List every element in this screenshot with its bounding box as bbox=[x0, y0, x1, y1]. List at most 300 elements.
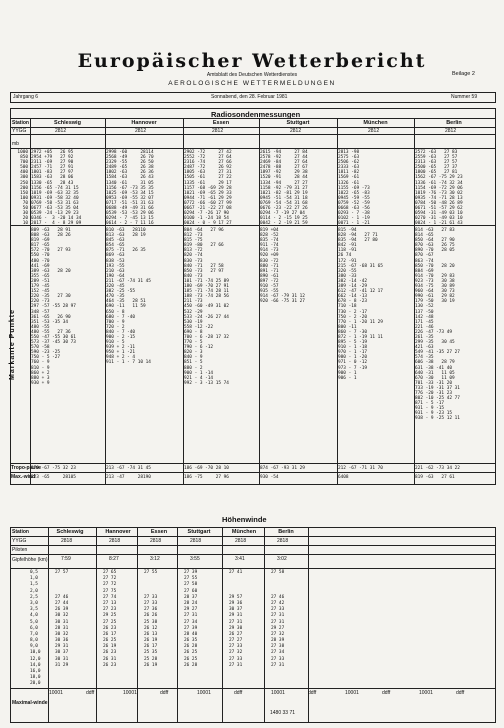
height-level: 8,0 bbox=[30, 638, 38, 644]
divider bbox=[10, 688, 496, 689]
wind-cell: 27 39 bbox=[184, 625, 198, 631]
wind-cell: 29 30 bbox=[229, 625, 243, 631]
table-cell: 810 -63 28110 bbox=[106, 228, 146, 233]
table-cell: 299 -35 30 45 bbox=[415, 340, 455, 346]
table-cell: 361 -65 26 90 bbox=[31, 314, 71, 320]
table-cell: 0594 -31 -49 03 10 bbox=[415, 211, 463, 217]
wind-cell: 27 46 bbox=[55, 594, 69, 600]
table-cell: 348 -57 bbox=[31, 309, 50, 315]
lower-yygg: 2818 bbox=[277, 538, 289, 544]
maxwind-cell: 6408 bbox=[338, 475, 349, 480]
table-cell: 351 -53 -35 34 bbox=[31, 319, 69, 325]
table-cell: 2469 -84 27 64 bbox=[260, 160, 308, 166]
table-cell: 612 -47 -41 12 17 bbox=[338, 289, 383, 295]
table-cell: 0945 -59 -55 bbox=[338, 195, 370, 201]
table-cell: 2972 +05 26 95 bbox=[31, 150, 74, 155]
wind-cell: 29 36 bbox=[229, 600, 243, 606]
wind-cell: 26 25 bbox=[184, 656, 198, 662]
lower-station: Essen bbox=[150, 529, 168, 535]
table-cell: 261 -35 bbox=[415, 334, 434, 340]
gipfel-value: 8:27 bbox=[109, 556, 119, 562]
wind-cell: 29 27 bbox=[184, 607, 198, 613]
table-cell: 890 -70 28 05 bbox=[415, 248, 455, 254]
table-cell: 900 - 2 -15 bbox=[106, 334, 136, 340]
table-cell: 880 + 3 bbox=[31, 375, 50, 381]
table-cell: 910 -57 bbox=[260, 284, 279, 290]
table-cell: 572 -70 27 93 bbox=[31, 248, 71, 254]
divider bbox=[10, 545, 496, 546]
wind-column bbox=[271, 570, 284, 669]
wind-cell: 30 37 bbox=[55, 650, 69, 656]
wind-cell: 26 27 bbox=[229, 631, 243, 637]
table-cell: 678 - 8 -23 bbox=[338, 299, 368, 305]
table-cell: 914 -70 29 83 bbox=[415, 273, 455, 279]
pressure-level: 50 bbox=[22, 206, 28, 212]
jahrgang-label: Jahrgang 6 bbox=[13, 94, 39, 100]
pressure-level: 400 bbox=[20, 170, 28, 176]
pressure-level: 150 bbox=[20, 190, 28, 196]
divider bbox=[222, 527, 223, 722]
table-cell: 470 -35 bbox=[106, 294, 125, 300]
table-cell: 700 - 6 -28 17 32 bbox=[184, 334, 229, 340]
table-cell: 0024 - 0 - 9 17 27 bbox=[184, 221, 232, 227]
table-cell: 2487 -72 26 92 bbox=[184, 165, 232, 171]
table-cell: 872 - 1 -19 11 11 bbox=[338, 334, 383, 340]
station-muenchen: München bbox=[363, 120, 388, 126]
table-cell: 814 -65 bbox=[415, 233, 434, 239]
significant-level-column bbox=[260, 228, 305, 304]
divider bbox=[10, 536, 496, 537]
significant-level-column bbox=[184, 228, 229, 386]
info-bar bbox=[10, 92, 496, 103]
table-cell: 0270 -31 -49 03 10 bbox=[415, 216, 463, 222]
table-cell: 920 -66 -75 31 27 bbox=[260, 299, 305, 305]
table-cell: 289 -51 bbox=[31, 278, 50, 284]
table-cell: 188 -73 -74 28 56 bbox=[184, 294, 229, 300]
divider bbox=[96, 527, 97, 722]
table-cell: 0772 -66 -60 27 99 bbox=[184, 200, 232, 206]
table-cell: 948 + 2 - 4 bbox=[106, 355, 136, 361]
table-cell: 0688 -49 -49 31 66 bbox=[106, 206, 154, 212]
divider bbox=[10, 568, 496, 569]
table-cell: 2578 -92 27 44 bbox=[260, 155, 308, 161]
table-cell: 750 - 2 -20 bbox=[338, 314, 368, 320]
wind-cell: 27 57 bbox=[55, 570, 69, 575]
wind-column bbox=[103, 570, 116, 669]
table-cell: 320 -55 bbox=[338, 268, 357, 274]
yygg-berlin: 2812 bbox=[445, 128, 457, 134]
height-level: 10,0 bbox=[30, 650, 41, 656]
wind-cell: 29 31 bbox=[55, 644, 69, 650]
gipfel-value: 3:55 bbox=[190, 556, 200, 562]
maxwind-cell: 819 -63 27 61 bbox=[415, 475, 455, 480]
table-cell: 1335 -61 29 17 bbox=[184, 180, 232, 186]
table-cell: 650 - 8 bbox=[106, 309, 125, 315]
table-cell: 2552 -72 27 64 bbox=[184, 155, 232, 161]
table-cell: 211 -67 -74 31 45 bbox=[106, 278, 151, 284]
table-cell: 750 - 5 -27 bbox=[31, 355, 61, 361]
table-cell: 1811 -82 bbox=[338, 170, 360, 176]
wind-cell: 29 57 bbox=[229, 594, 243, 600]
wind-cell: 26 17 bbox=[144, 644, 158, 650]
table-cell: 835 -94 27 80 bbox=[338, 238, 378, 244]
table-cell: 911 - 1 - 7 10 14 bbox=[106, 360, 151, 366]
divider bbox=[10, 134, 496, 135]
table-cell: 935 -55 bbox=[260, 289, 279, 295]
table-cell: 814 -63 27 83 bbox=[415, 228, 455, 233]
lower-station: Stuttgart bbox=[187, 529, 211, 535]
table-cell: 152 -45 bbox=[31, 289, 50, 295]
wind-column bbox=[55, 570, 68, 669]
table-cell: 819 -69 bbox=[31, 238, 50, 244]
table-cell: 828 -52 bbox=[260, 233, 279, 239]
lower-station: Hannover bbox=[105, 529, 131, 535]
table-cell: 840 - 7 -40 bbox=[106, 329, 136, 335]
table-cell: 950 + 1 -21 bbox=[106, 350, 136, 356]
table-cell: 970 - 1 -17 bbox=[338, 350, 368, 356]
table-cell: 939 + 2 -11 bbox=[106, 345, 136, 351]
height-level: 2,0 bbox=[30, 588, 38, 594]
table-cell: 845 -63 bbox=[106, 238, 125, 244]
publisher-line: Amtsblatt des Deutschen Wetterdienstes bbox=[206, 72, 298, 78]
table-cell: 606 -38 28 79 bbox=[415, 360, 455, 366]
table-cell: 1021 -69 -65 29 33 bbox=[184, 190, 232, 196]
lower-yygg: 2818 bbox=[109, 538, 121, 544]
table-cell: 813 -72 bbox=[184, 248, 203, 254]
table-cell: 2017 - 4 - 8 29 09 bbox=[31, 221, 82, 227]
table-cell: 980 - 1 -20 bbox=[338, 355, 368, 361]
maxwind-cell: 186 -75 27 96 bbox=[184, 475, 229, 480]
wind-cell: 25 28 bbox=[144, 656, 158, 662]
table-cell: 450 -60 -49 31 02 bbox=[184, 304, 229, 310]
table-cell: 840 -73 bbox=[184, 273, 203, 279]
table-cell: 820 -74 bbox=[184, 253, 203, 259]
table-cell: 835 -74 bbox=[260, 238, 279, 244]
wind-cell: 27 33 bbox=[229, 656, 243, 662]
table-cell: 662 -14 -13 bbox=[338, 294, 368, 300]
table-cell: 891 -71 bbox=[260, 268, 279, 274]
table-cell: 960 -64 30 73 bbox=[415, 289, 455, 295]
table-cell: 863 -74 bbox=[415, 258, 434, 264]
table-cell: 1326 -61 bbox=[338, 180, 360, 186]
table-cell: 1340 -61 31 05 bbox=[106, 180, 154, 186]
wind-cell: 27 13 bbox=[103, 600, 117, 606]
divider bbox=[10, 127, 496, 128]
station-berlin: Berlin bbox=[446, 120, 462, 126]
standard-level-column bbox=[338, 150, 370, 226]
table-cell: 193 -55 bbox=[106, 263, 125, 269]
wind-cell: 27 31 bbox=[229, 619, 243, 625]
table-cell: 464 -35 28 51 bbox=[106, 299, 146, 305]
height-level: 2,5 bbox=[30, 594, 38, 600]
wind-cell: 27 32 bbox=[271, 631, 285, 637]
table-cell: 895 - 5 -19 bbox=[338, 340, 368, 346]
table-cell: 1025 -69 -53 34 15 bbox=[106, 190, 154, 196]
table-cell: 0935 -74 -71 28 13 bbox=[415, 195, 463, 201]
table-cell: 2615 -94 27 84 bbox=[260, 150, 308, 155]
table-cell: 830 -72 bbox=[260, 258, 279, 264]
table-cell: 0953 -69 -55 32 07 bbox=[106, 195, 154, 201]
wind-cell: 27 33 bbox=[144, 594, 158, 600]
wind-cell: 27 46 bbox=[271, 594, 285, 600]
table-cell: 934 -75 30 89 bbox=[415, 284, 455, 290]
table-cell: 914 -67 -79 31 12 bbox=[260, 294, 305, 300]
table-cell: 0614 - 2 - 7 11 16 bbox=[106, 221, 154, 227]
table-cell: 760 - 9 bbox=[31, 360, 50, 366]
divider bbox=[10, 472, 496, 473]
table-cell: 355 -65 bbox=[31, 273, 50, 279]
table-cell: 215 -67 -68 31 65 bbox=[338, 263, 383, 269]
station-stuttgart: Stuttgart bbox=[286, 120, 310, 126]
wind-cell: 27 31 bbox=[229, 662, 243, 668]
yygg-stuttgart: 2812 bbox=[290, 128, 302, 134]
table-cell: 1505 -61 27 22 bbox=[184, 175, 232, 181]
wind-cell: 27 31 bbox=[271, 662, 285, 668]
significant-level-column bbox=[106, 228, 151, 366]
height-level: 9,0 bbox=[30, 644, 38, 650]
divider bbox=[10, 554, 496, 555]
divider bbox=[10, 118, 496, 119]
wind-cell: 27 65 bbox=[103, 570, 117, 575]
wind-cell: 27 33 bbox=[229, 644, 243, 650]
height-column bbox=[30, 570, 41, 688]
table-cell: 869 -63 bbox=[106, 253, 125, 259]
table-cell: 1800 -65 27 81 bbox=[415, 170, 458, 176]
table-cell: 0024 - 1 -21 61 43 bbox=[415, 221, 463, 227]
height-level: 3,5 bbox=[30, 607, 38, 613]
wind-cell: 28 31 bbox=[55, 625, 69, 631]
wind-cell: 28 24 bbox=[184, 600, 198, 606]
lower-maxwind-value: 1480 33 71 bbox=[270, 710, 296, 716]
gipfel-label: Gipfelhöhe (km) bbox=[12, 557, 48, 563]
wind-cell: 26 26 bbox=[144, 613, 158, 619]
wind-cell: 26 39 bbox=[55, 607, 69, 613]
table-cell: 573 -37 -45 30 73 bbox=[31, 340, 76, 346]
pressure-level: 200 bbox=[20, 185, 28, 191]
wind-cell: 27 36 bbox=[144, 607, 158, 613]
table-cell: 870 -67 bbox=[415, 253, 434, 259]
table-cell: 0042 - 2 -19 21 59 bbox=[260, 221, 308, 227]
table-cell: 1336 -61 -74 32 34 bbox=[415, 180, 463, 186]
height-level: 5,0 bbox=[30, 619, 38, 625]
wind-cell: 28 39 bbox=[271, 638, 285, 644]
table-cell: 142 -48 bbox=[415, 314, 434, 320]
table-cell: 0294 - 7 -45 13 15 bbox=[106, 216, 154, 222]
significant-level-column bbox=[31, 228, 76, 386]
table-cell: 1562 -67 -75 29 23 bbox=[415, 175, 463, 181]
ident-cell: ddff bbox=[308, 690, 317, 696]
table-cell: 220 -73 bbox=[31, 299, 50, 305]
wind-cell: 27 31 bbox=[271, 613, 285, 619]
table-cell: 0071 - 1 -21 bbox=[338, 221, 370, 227]
pressure-level: 1000 bbox=[17, 150, 28, 155]
table-cell: 26 74 bbox=[338, 253, 352, 259]
table-cell: 0114 - 2 -15 19 25 bbox=[260, 216, 308, 222]
table-cell: 550 -70 bbox=[31, 253, 50, 259]
table-cell: 1801 -83 27 97 bbox=[31, 170, 74, 176]
table-cell: 813 -63 28 19 bbox=[106, 233, 146, 239]
table-cell: 854 -65 bbox=[106, 243, 125, 249]
wind-cell: 27 55 bbox=[184, 576, 198, 582]
station-essen: Essen bbox=[212, 120, 230, 126]
standard-level-column bbox=[106, 150, 154, 226]
yygg-hannover: 2812 bbox=[135, 128, 147, 134]
pressure-level: 100 bbox=[20, 195, 28, 201]
table-cell: 1330 -65 28 43 bbox=[31, 180, 74, 186]
table-cell: 820 - 3 bbox=[184, 350, 203, 356]
table-cell: 0539 -24 -13 29 23 bbox=[31, 211, 79, 217]
table-cell: 701 -33 -31 20 bbox=[415, 380, 453, 386]
table-cell: 838 -53 bbox=[106, 258, 125, 264]
table-cell: 2954 +79 27 92 bbox=[31, 155, 74, 161]
table-cell: 790 - 6 -12 bbox=[184, 345, 214, 351]
table-cell: 819 -80 27 66 bbox=[184, 243, 224, 249]
ident-cell: ddff bbox=[234, 690, 243, 696]
table-cell: 920 +09 bbox=[260, 253, 279, 259]
wind-cell: 27 31 bbox=[184, 613, 198, 619]
ident-cell: 10001 bbox=[419, 690, 433, 696]
station-label: Station bbox=[12, 120, 29, 126]
section-line: AEROLOGISCHE WETTERMELDUNGEN bbox=[168, 80, 336, 87]
lower-yygg: 2818 bbox=[61, 538, 73, 544]
table-cell: 1155 -69 -73 bbox=[338, 185, 370, 191]
table-cell: 549 -41 -35 27 27 bbox=[415, 350, 460, 356]
table-cell: 118 -91 bbox=[338, 248, 357, 254]
table-cell: 900 - 1 bbox=[338, 370, 357, 376]
table-cell: 2572 -63 27 83 bbox=[415, 150, 458, 155]
divider bbox=[10, 463, 496, 464]
wind-cell: 30 31 bbox=[55, 656, 69, 662]
table-cell: 226 -47 -73 49 bbox=[415, 329, 453, 335]
table-cell: 819 +04 bbox=[260, 228, 279, 233]
table-cell: 1802 -63 26 36 bbox=[106, 170, 154, 176]
table-cell: 910 - 5 bbox=[106, 340, 125, 346]
pilot-label: Piloten bbox=[12, 547, 28, 553]
table-cell: 421 -63 bbox=[415, 345, 434, 351]
height-level: 1,0 bbox=[30, 576, 38, 582]
standard-level-column bbox=[31, 150, 81, 226]
table-cell: 172 -91 bbox=[338, 258, 357, 264]
table-cell: 0759 -52 -59 bbox=[338, 200, 370, 206]
wind-cell: 28 40 bbox=[184, 631, 198, 637]
tropopause-cell: 874 -67 -93 31 29 bbox=[260, 466, 305, 471]
table-cell: 297 -57 -55 28 97 bbox=[31, 304, 76, 310]
wind-cell: 26 23 bbox=[103, 662, 117, 668]
wind-cell: 27 44 bbox=[55, 600, 69, 606]
height-level: 18,0 bbox=[30, 675, 41, 681]
table-cell: 840 - 9 bbox=[184, 355, 203, 361]
table-cell: 2333 -63 bbox=[338, 165, 360, 171]
table-cell: 930 + 9 bbox=[31, 380, 50, 386]
table-cell: 389 -14 -29 bbox=[338, 284, 368, 290]
table-cell: 815 -75 bbox=[184, 238, 203, 244]
wind-cell: 29 25 bbox=[103, 613, 117, 619]
table-cell: 770 - 5 bbox=[184, 340, 203, 346]
table-cell: 700 - 9 bbox=[106, 319, 125, 325]
table-cell: 1157 -68 -69 29 28 bbox=[184, 185, 232, 191]
pressure-level: 850 bbox=[20, 155, 28, 161]
radiosonde-title: Radiosondenmessungen bbox=[211, 110, 301, 119]
pressure-level: 30 bbox=[22, 211, 28, 217]
table-cell: 382 -25 -55 bbox=[106, 289, 136, 295]
table-cell: 1019 -69 -63 32 35 bbox=[31, 190, 79, 196]
table-cell: 2500 -65 27 37 bbox=[415, 165, 458, 171]
table-cell: 382 -14 -42 bbox=[338, 278, 368, 284]
table-cell: 809 -63 28 91 bbox=[31, 228, 71, 233]
table-cell: 480 -55 bbox=[31, 324, 50, 330]
table-cell: 690 - 8 bbox=[184, 329, 203, 335]
lower-station: Berlin bbox=[278, 529, 294, 535]
nummer-label: Nummer 59 bbox=[451, 94, 478, 100]
height-level: 16,0 bbox=[30, 669, 41, 674]
tropopause-cell: 186 -69 -70 28 10 bbox=[184, 466, 229, 471]
table-cell: 710 -18 bbox=[338, 304, 357, 310]
table-cell: 179 -50 30 19 bbox=[415, 299, 455, 305]
wind-cell: 27 55 bbox=[144, 570, 158, 575]
maxwind-cell: 213 -47 28190 bbox=[106, 475, 151, 480]
wind-cell: 27 23 bbox=[103, 607, 117, 613]
wind-cell: 26 12 bbox=[144, 625, 158, 631]
table-cell: 190 -64 bbox=[106, 273, 125, 279]
wind-cell: 27 34 bbox=[184, 619, 198, 625]
table-cell: 884 -69 bbox=[415, 268, 434, 274]
hoehenwinde-title: Höhenwinde bbox=[222, 515, 267, 524]
wind-cell: 25 35 bbox=[144, 650, 158, 656]
table-cell: 911 -74 bbox=[260, 243, 279, 249]
wind-cell: 27 58 bbox=[184, 582, 198, 588]
tropopause-cell: 213 -67 -74 31 45 bbox=[106, 466, 151, 471]
table-cell: 533 -24 -26 27 44 bbox=[184, 314, 229, 320]
table-cell: 850 -64 27 90 bbox=[415, 238, 455, 244]
ident-cell: ddff bbox=[86, 690, 95, 696]
lower-yygg: 2818 bbox=[235, 538, 247, 544]
table-cell: 640 -31 11 05 bbox=[415, 370, 455, 376]
table-cell: 921 - 4 -14 bbox=[184, 375, 214, 381]
wind-cell: 27 33 bbox=[271, 607, 285, 613]
table-cell: 990 -61 29 82 bbox=[415, 294, 455, 300]
pressure-level: 500 bbox=[20, 165, 28, 171]
table-cell: 776 -20 -31 23 bbox=[415, 391, 453, 396]
wind-cell: 26 17 bbox=[103, 631, 117, 637]
table-cell: 931 - 9 -23 15 bbox=[415, 411, 453, 417]
table-cell: 1022 -65 -83 bbox=[338, 190, 370, 196]
table-cell: 810 - 9 bbox=[31, 365, 50, 371]
table-cell: 210 -63 bbox=[106, 268, 125, 274]
wind-cell: 26 23 bbox=[103, 650, 117, 656]
wind-cell: 26 19 bbox=[103, 644, 117, 650]
table-cell: 0677 -63 -53 35 04 bbox=[31, 206, 79, 212]
table-cell: 0100 -1 -24 18 54 bbox=[184, 216, 229, 222]
wind-cell: 27 38 bbox=[271, 644, 285, 650]
maxwind-cell: 223 -65 28105 bbox=[31, 475, 76, 480]
lower-yygg: 2818 bbox=[190, 538, 202, 544]
pressure-level: 10 bbox=[22, 221, 28, 227]
wind-cell: 26 31 bbox=[103, 656, 117, 662]
tropopause-cell: 179 -67 -75 32 23 bbox=[31, 466, 76, 471]
wind-cell: 27 58 bbox=[271, 570, 285, 575]
height-level: 3,0 bbox=[30, 600, 38, 606]
height-level: 20,0 bbox=[30, 681, 41, 687]
divider bbox=[137, 527, 138, 722]
table-cell: 0668 -63 -56 bbox=[338, 206, 370, 212]
divider bbox=[10, 148, 496, 149]
ident-cell: ddff bbox=[160, 690, 169, 696]
ident-cell: 10001 bbox=[271, 690, 285, 696]
table-cell: 910 - 1 -18 bbox=[338, 345, 368, 351]
table-cell: 870 -63 26 75 bbox=[415, 243, 455, 249]
table-cell: 2316 -74 27 66 bbox=[184, 160, 232, 166]
table-cell: 211 -73 bbox=[184, 299, 203, 305]
